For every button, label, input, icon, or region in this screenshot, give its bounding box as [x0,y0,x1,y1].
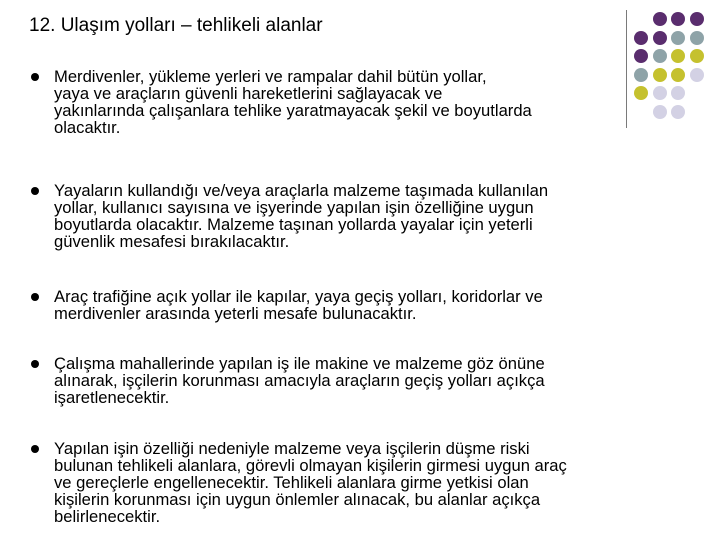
decorative-dot [653,49,667,63]
decorative-dot [671,49,685,63]
decorative-dot [671,12,685,26]
bullet-marker [31,293,39,301]
decorative-dot [634,49,648,63]
decorative-dot [634,31,648,45]
bullet-text: Yayaların kullandığı ve/veya araçlarla malzeme taşımada kullanılan yollar, kullanıcı sayısına ve işyerinde yapılan işin özelliğine uygun boyutlarda olacaktır. Malzeme taşınan yollarda yayalar için yeterli güvenlik mesafesi bırakılacaktır. [54,181,549,251]
decorative-dot [653,31,667,45]
bullet-marker [31,187,39,195]
decorative-dot [653,12,667,26]
bullet-text: Yapılan işin özelliği nedeniyle malzeme veya işçilerin düşme riski bulunan tehlikeli alanlara, görevli olmayan kişilerin girmesi uygun araç ve gereçlerle engellenecektir. Tehlikeli alanlara girme yetkisi olan kişilerin korunması için uygun önlemler alınacak, bu alanlar açıkça belirlenecektir. [54,439,567,526]
bullet-marker [31,445,39,453]
bullet-marker [31,360,39,368]
bullet-text: Araç trafiğine açık yollar ile kapılar, yaya geçiş yolları, koridorlar ve merdivenler arasında yeterli mesafe bulunacaktır. [54,287,543,323]
decorative-dot [671,31,685,45]
bullet-text: Çalışma mahallerinde yapılan iş ile makine ve malzeme göz önüne alınarak, işçilerin korunması amacıyla araçların geçiş yolları açıkça işaretlenecektir. [54,354,545,407]
bullet-text: Merdivenler, yükleme yerleri ve rampalar dahil bütün yollar, yaya ve araçların güvenli hareketlerini sağlayacak ve yakınlarında çalışanlara tehlike yaratmayacak şekil ve boyutlarda olacaktır. [54,67,532,137]
decorative-dot [690,49,704,63]
decorative-dot [690,12,704,26]
slide-title: 12. Ulaşım yolları – tehlikeli alanlar [29,15,323,36]
decorative-dot [690,31,704,45]
bullet-marker [31,73,39,81]
